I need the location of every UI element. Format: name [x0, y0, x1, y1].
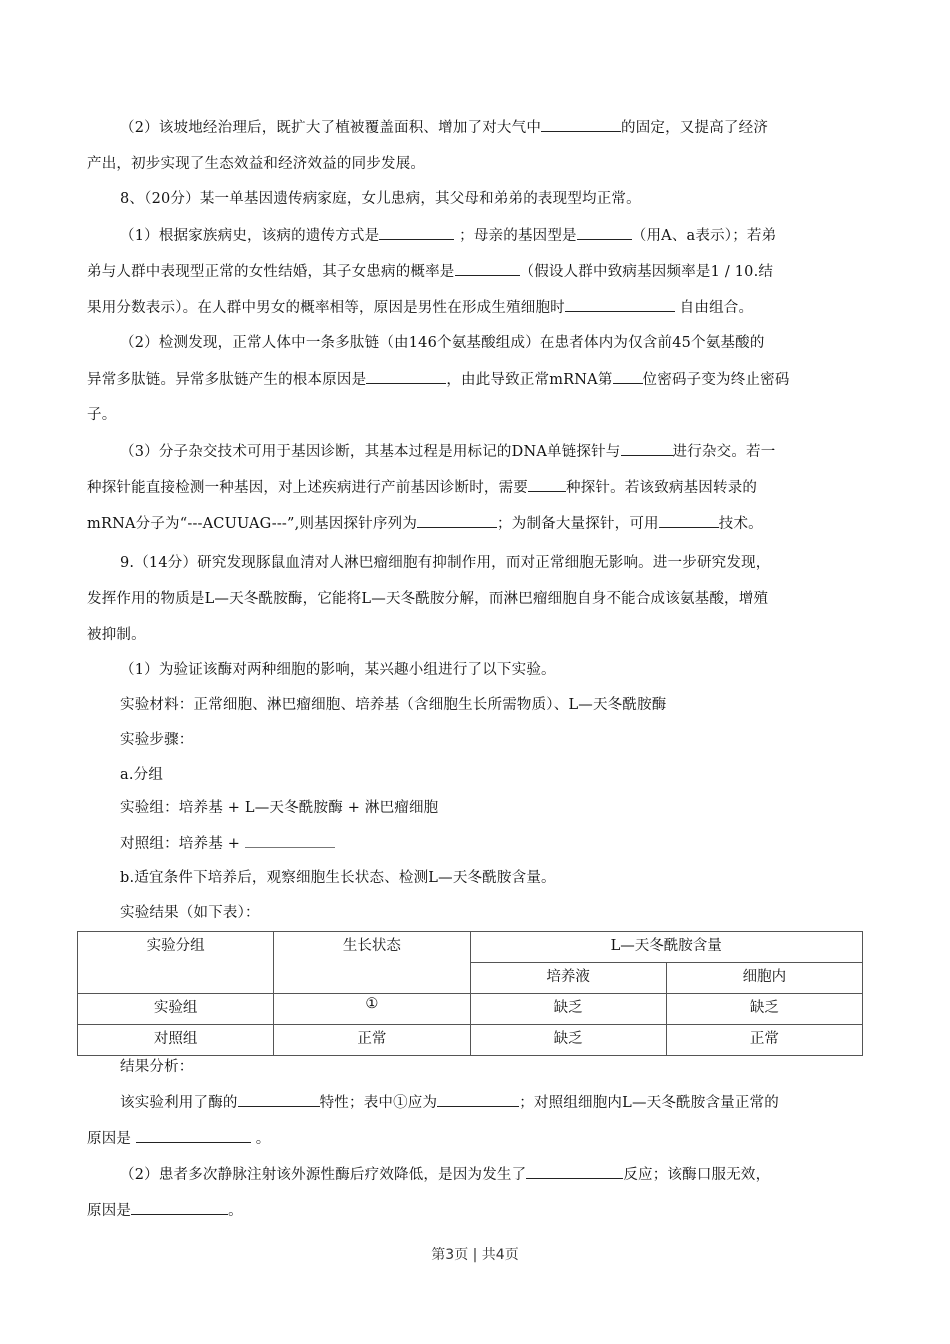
text: 进行杂交。若一: [672, 444, 776, 460]
answer-blank[interactable]: [136, 1128, 251, 1143]
q8-1-line1: [120, 225, 776, 246]
answer-blank[interactable]: [238, 1092, 320, 1107]
text: 技术。: [718, 516, 763, 532]
answer-blank[interactable]: [437, 1092, 519, 1107]
q9-step-b: b.适宜条件下培养后，观察细胞生长状态、检测L—天冬酰胺含量。: [120, 870, 556, 886]
q9-steps-label: 实验步骤：: [120, 732, 194, 748]
text: （2）患者多次静脉注射该外源性酶后疗效降低，是因为发生了: [120, 1167, 527, 1183]
answer-blank[interactable]: [131, 1200, 228, 1215]
cell-group: 对照组: [78, 1025, 274, 1056]
cell-intracellular: 正常: [666, 1025, 862, 1056]
text: 特性；表中①应为: [319, 1095, 438, 1111]
text: ；对照组细胞内L—天冬酰胺含量正常的: [519, 1095, 779, 1111]
q9-1-intro: （1）为验证该酶对两种细胞的影响，某兴趣小组进行了以下实验。: [120, 662, 556, 678]
text: （假设人群中致病基因频率是1 / 10.结: [519, 264, 774, 280]
q9-analysis-line2: [87, 1128, 270, 1149]
answer-blank[interactable]: [366, 369, 446, 384]
text: 弟与人群中表现型正常的女性结婚，其子女患病的概率是: [87, 264, 455, 280]
q9-analysis-line1: [120, 1092, 779, 1113]
header-content: L—天冬酰胺含量: [470, 932, 863, 963]
text: 自由组合。: [679, 300, 754, 316]
text: 果用分数表示）。在人群中男女的概率相等，原因是男性在形成生殖细胞时: [87, 300, 565, 316]
cell-medium: 缺乏: [470, 1025, 666, 1056]
text: 。: [228, 1203, 243, 1219]
header-intracellular: 细胞内: [666, 963, 862, 994]
q9-exp-group: 实验组：培养基 + L—天冬酰胺酶 + 淋巴瘤细胞: [120, 800, 439, 816]
text: mRNA分子为“---ACUUAG---”,则基因探针序列为: [87, 516, 418, 532]
text: ，由此导致正常mRNA第: [446, 372, 613, 388]
text: 种探针能直接检测一种基因，对上述疾病进行产前基因诊断时，需要: [87, 480, 528, 496]
text: 对照组：培养基 +: [120, 836, 241, 852]
answer-blank[interactable]: [577, 225, 632, 240]
q9-ctrl-group: [120, 833, 335, 854]
q8-1-line3: [87, 297, 753, 318]
text: （用A、a表示）；若弟: [631, 228, 777, 244]
q9-header-line3: 被抑制。: [87, 627, 146, 643]
text: 该实验利用了酶的: [120, 1095, 238, 1111]
q9-2-line1: [120, 1164, 770, 1185]
q9-step-a: a.分组: [120, 767, 164, 783]
q8-1-line2: [87, 261, 773, 282]
answer-blank[interactable]: [621, 441, 673, 456]
q7-2-line2: 产出，初步实现了生态效益和经济效益的同步发展。: [87, 156, 426, 172]
q9-results-label: 实验结果（如下表）：: [120, 905, 260, 921]
text: 种探针。若该致病基因转录的: [566, 480, 758, 496]
page-number: 第3页 | 共4页: [431, 1247, 519, 1263]
text: ；为制备大量探针，可用: [497, 516, 659, 532]
text: 位密码子变为终止密码: [642, 372, 790, 388]
text: 。: [255, 1131, 271, 1147]
answer-blank[interactable]: [613, 369, 643, 384]
text: 原因是: [87, 1131, 132, 1147]
q8-2-line3: 子。: [87, 407, 117, 423]
cell-intracellular: 缺乏: [666, 994, 862, 1025]
answer-blank[interactable]: [455, 261, 520, 276]
cell-growth: 正常: [274, 1025, 470, 1056]
answer-blank[interactable]: [379, 225, 454, 240]
q9-analysis-label: 结果分析：: [120, 1059, 194, 1075]
answer-blank[interactable]: [541, 117, 621, 132]
text: 反应；该酶口服无效，: [623, 1167, 771, 1183]
q9-header-line2: 发挥作用的物质是L—天冬酰胺酶，它能将L—天冬酰胺分解，而淋巴瘤细胞自身不能合成该氨基酸，增殖: [87, 591, 769, 607]
q9-2-line2: [87, 1200, 243, 1221]
text: （3）分子杂交技术可用于基因诊断，其基本过程是用标记的DNA单链探针与: [120, 444, 621, 460]
answer-blank[interactable]: [528, 477, 566, 492]
q8-header: 8、（20分）某一单基因遗传病家庭，女儿患病，其父母和弟弟的表现型均正常。: [120, 191, 641, 207]
text: （2）该坡地经治理后，既扩大了植被覆盖面积、增加了对大气中: [120, 120, 542, 136]
q8-3-line2: [87, 477, 757, 498]
header-growth: 生长状态: [274, 932, 470, 994]
q8-2-line1: （2）检测发现，正常人体中一条多肽链（由146个氨基酸组成）在患者体内为仅含前45个氨基酸的: [120, 335, 765, 351]
answer-blank[interactable]: [659, 513, 719, 528]
q9-header-line1: 9.（14分）研究发现豚鼠血清对人淋巴瘤细胞有抑制作用，而对正常细胞无影响。进一步研究发现，: [120, 555, 771, 571]
answer-blank[interactable]: [565, 297, 675, 312]
answer-blank[interactable]: [526, 1164, 623, 1179]
q7-2-line1: [120, 117, 768, 138]
text: 的固定，又提高了经济: [621, 120, 769, 136]
header-medium: 培养液: [470, 963, 666, 994]
q8-2-line2: [87, 369, 790, 390]
q9-materials: 实验材料：正常细胞、淋巴瘤细胞、培养基（含细胞生长所需物质）、L—天冬酰胺酶: [120, 697, 667, 713]
text: ；母亲的基因型是: [459, 228, 577, 244]
header-group: 实验分组: [78, 932, 274, 994]
q8-3-line3: [87, 513, 763, 534]
cell-growth: ①: [274, 994, 470, 1025]
table-row: [78, 994, 863, 1025]
cell-group: 实验组: [78, 994, 274, 1025]
cell-medium: 缺乏: [470, 994, 666, 1025]
text: 原因是: [87, 1203, 132, 1219]
text: 异常多肽链。异常多肽链产生的根本原因是: [87, 372, 367, 388]
answer-blank[interactable]: [245, 833, 335, 848]
table-row: [78, 1025, 863, 1056]
q8-3-line1: [120, 441, 775, 462]
results-table: [77, 931, 863, 1056]
text: （1）根据家族病史，该病的遗传方式是: [120, 228, 380, 244]
answer-blank[interactable]: [417, 513, 497, 528]
